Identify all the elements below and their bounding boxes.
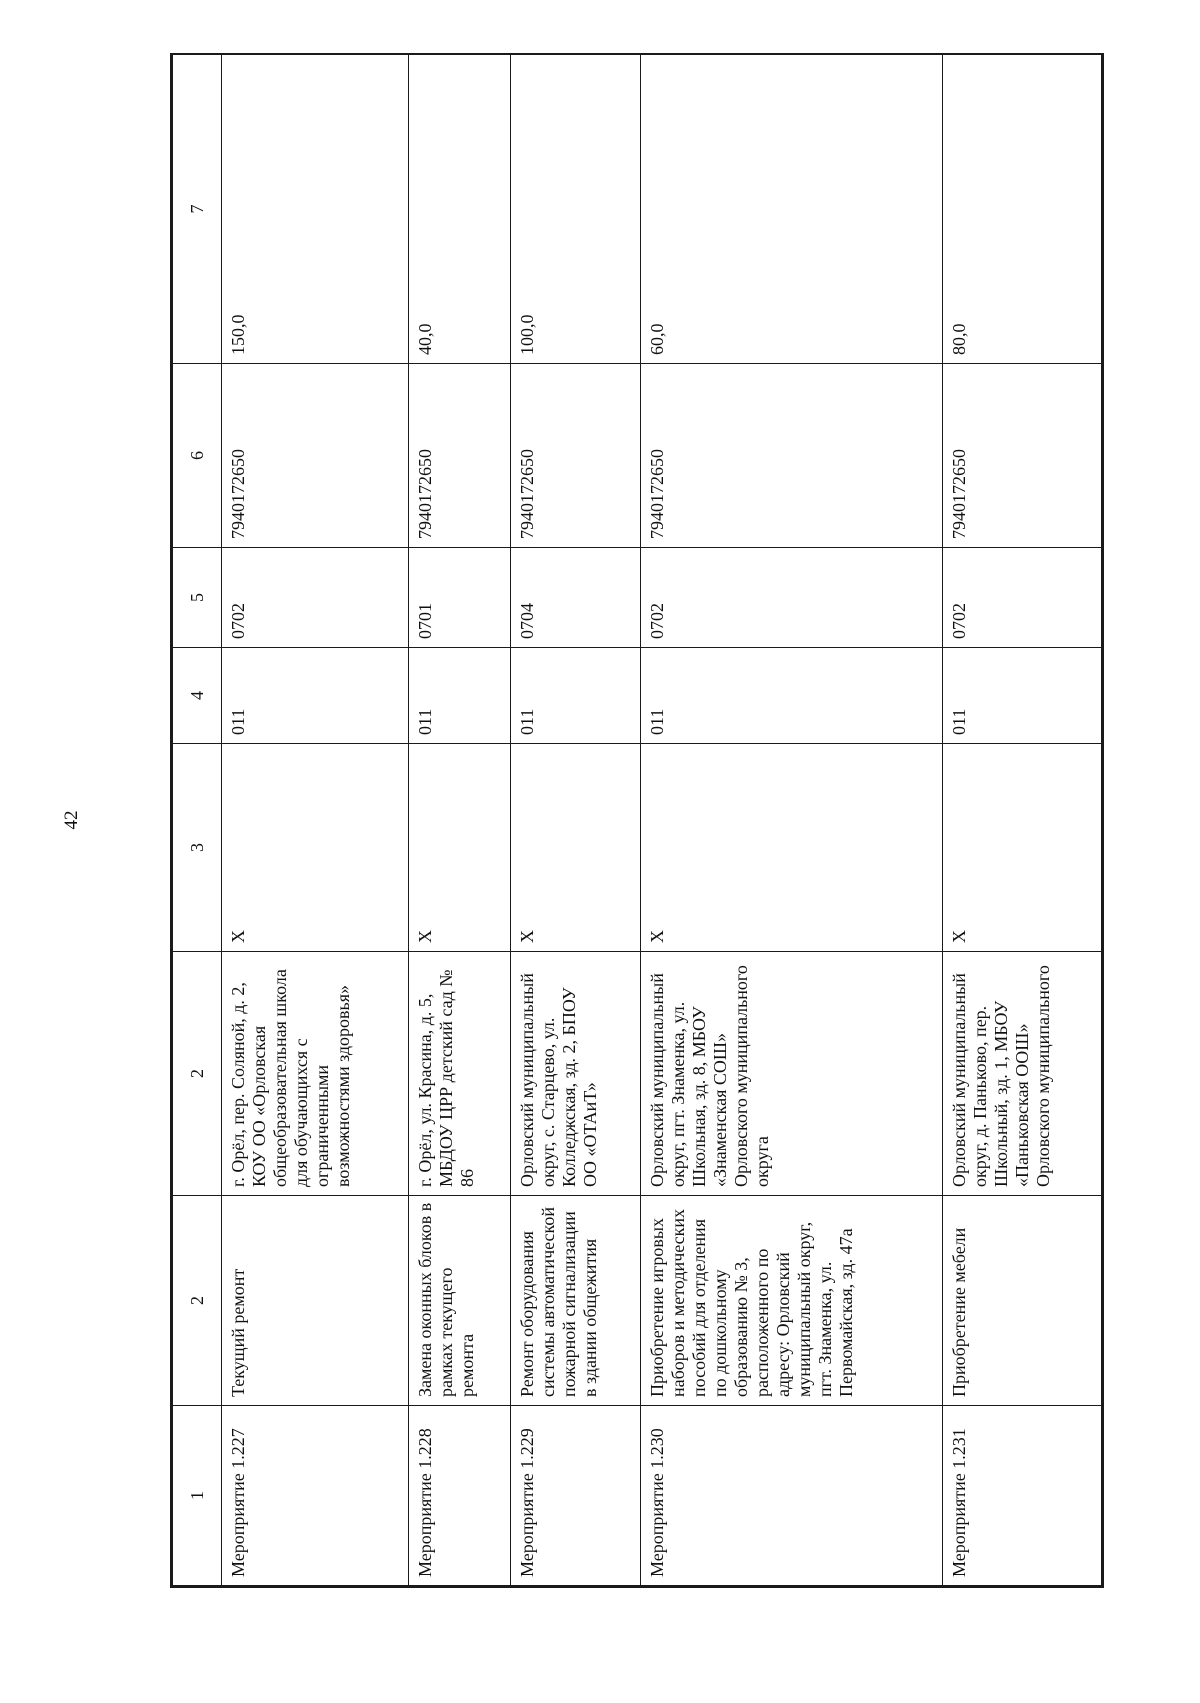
col6-cell: 7940172650 <box>943 364 1102 548</box>
col4-cell: 011 <box>510 648 640 744</box>
header-cell: 6 <box>173 364 222 548</box>
col5-cell: 0702 <box>640 548 942 648</box>
address-cell: Орловский муниципальный округ, д. Паньково, пер. Школьный, зд. 1, МБОУ «Паньковская ООШ» Орловского муниципального <box>943 952 1102 1196</box>
measure-id-cell: Мероприятие 1.229 <box>510 1406 640 1586</box>
col4-cell: 011 <box>640 648 942 744</box>
table-row <box>510 55 640 1586</box>
col6-cell: 7940172650 <box>409 364 510 548</box>
page-number: 42 <box>61 810 82 830</box>
measure-id-cell: Мероприятие 1.231 <box>943 1406 1102 1586</box>
measure-name-cell: Замена оконных блоков в рамках текущего ремонта <box>409 1196 510 1406</box>
address-cell: г. Орёл, ул. Красина, д. 5, МБДОУ ЦРР детский сад № 86 <box>409 952 510 1196</box>
col3-cell: Х <box>640 744 942 952</box>
header-cell: 2 <box>173 952 222 1196</box>
address-cell: г. Орёл, пер. Соляной, д. 2, КОУ ОО «Орловская общеобразовательная школа для обучающихся с ограниченными возможностями здоровья» <box>222 952 409 1196</box>
rotated-table-container <box>172 55 1102 1586</box>
table-row <box>409 55 510 1586</box>
col7-cell: 100,0 <box>510 55 640 364</box>
col3-cell: Х <box>222 744 409 952</box>
data-table <box>172 54 1102 1586</box>
table-header <box>173 55 222 1586</box>
header-cell: 7 <box>173 55 222 364</box>
address-cell: Орловский муниципальный округ, пгт. Знаменка, ул. Школьная, зд. 8, МБОУ «Знаменская СОШ» Орловского муниципального округа <box>640 952 942 1196</box>
col7-cell: 40,0 <box>409 55 510 364</box>
col4-cell: 011 <box>409 648 510 744</box>
address-cell: Орловский муниципальный округ, с. Старцево, ул. Колледжская, зд. 2, БПОУ ОО «ОТАиТ» <box>510 952 640 1196</box>
col6-cell: 7940172650 <box>222 364 409 548</box>
header-cell: 5 <box>173 548 222 648</box>
header-row <box>173 55 222 1586</box>
col7-cell: 150,0 <box>222 55 409 364</box>
col6-cell: 7940172650 <box>510 364 640 548</box>
col3-cell: Х <box>510 744 640 952</box>
measure-name-cell: Приобретение игровых наборов и методических пособий для отделения по дошкольному образованию № 3, расположенного по адресу: Орловский муниципальный округ, пгт. Знаменка, ул. Первомайская, зд. 47а <box>640 1196 942 1406</box>
measure-name-cell: Ремонт оборудования системы автоматической пожарной сигнализации в здании общежития <box>510 1196 640 1406</box>
col4-cell: 011 <box>943 648 1102 744</box>
col5-cell: 0704 <box>510 548 640 648</box>
header-cell: 1 <box>173 1406 222 1586</box>
col3-cell: Х <box>943 744 1102 952</box>
header-cell: 4 <box>173 648 222 744</box>
measure-name-cell: Приобретение мебели <box>943 1196 1102 1406</box>
header-cell: 2 <box>173 1196 222 1406</box>
col5-cell: 0702 <box>222 548 409 648</box>
measure-id-cell: Мероприятие 1.227 <box>222 1406 409 1586</box>
header-cell: 3 <box>173 744 222 952</box>
col4-cell: 011 <box>222 648 409 744</box>
col7-cell: 80,0 <box>943 55 1102 364</box>
col5-cell: 0702 <box>943 548 1102 648</box>
table-row <box>640 55 942 1586</box>
col3-cell: Х <box>409 744 510 952</box>
col6-cell: 7940172650 <box>640 364 942 548</box>
col7-cell: 60,0 <box>640 55 942 364</box>
measure-id-cell: Мероприятие 1.228 <box>409 1406 510 1586</box>
col5-cell: 0701 <box>409 548 510 648</box>
table-body <box>222 55 1102 1586</box>
table-frame <box>170 53 1104 1588</box>
table-row <box>222 55 409 1586</box>
measure-name-cell: Текущий ремонт <box>222 1196 409 1406</box>
table-row <box>943 55 1102 1586</box>
measure-id-cell: Мероприятие 1.230 <box>640 1406 942 1586</box>
